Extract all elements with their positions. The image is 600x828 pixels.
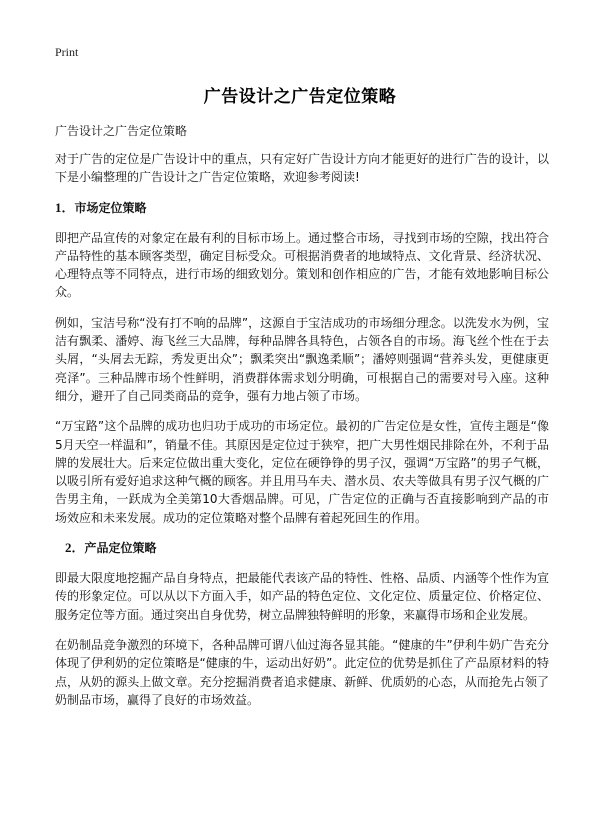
section-1-heading bbox=[55, 199, 549, 217]
section-2-paragraph: 即最大限度地挖掘产品自身特点，把最能代表该产品的特性、性格、品质、内涵等个性作为宣传的形象定位。可以从以下方面入手，如产品的特色定位、文化定位、质量定位、价格定位、服务定位等方面。通过突出自身优势，树立品牌独特鲜明的形象，来赢得市场和企业发展。 bbox=[55, 571, 549, 622]
section-1-number: 1． bbox=[55, 199, 75, 215]
section-2-paragraph: 在奶制品竞争激烈的环境下，各种品牌可谓八仙过海各显其能。“健康的牛”伊利牛奶广告充分体现了伊利奶的定位策略是“健康的牛，运动出好奶”。此定位的优势是抓住了产品原材料的特点，从奶的源头上做文章。充分挖掘消费者追求健康、新鲜、优质奶的心态，从而抢先占领了奶制品市场，赢得了良好的市场效益。 bbox=[55, 637, 549, 707]
section-1-paragraph: 例如，宝洁号称“没有打不响的品牌”，这源自于宝洁成功的市场细分理念。以洗发水为例，宝洁有飘柔、潘婷、海飞丝三大品牌，每种品牌各具特色，占领各自的市场。海飞丝个性在于去头屑，“头屑去无踪，秀发更出众”；飘柔突出“飘逸柔顺”；潘婷则强调“营养头发，更健康更亮泽”。三种品牌市场个性鲜明，消费群体需求划分明确，可根据自己的需要对号入座。这种细分，避开了自己同类商品的竞争，强有力地占领了市场。 bbox=[55, 315, 549, 403]
print-label: Print bbox=[55, 45, 79, 59]
article-body bbox=[55, 150, 549, 721]
intro-paragraph: 对于广告的定位是广告设计中的重点，只有定好广告设计方向才能更好的进行广告的设计，以下是小编整理的广告设计之广告定位策略，欢迎参考阅读! bbox=[55, 152, 549, 185]
page-title: 广告设计之广告定位策略 bbox=[203, 87, 397, 107]
section-1-paragraph: “万宝路”这个品牌的成功也归功于成功的市场定位。最初的广告定位是女性，宣传主题是“像5月天空一样温和”，销量不佳。其原因是定位过于狭窄，把广大男性烟民排除在外，不利于品牌的发展壮大。后来定位做出重大变化，定位在硬铮铮的男子汉，强调“万宝路”的男子气概，以吸引所有爱好追求这种气概的顾客。并且用马车夫、潜水员、农夫等做具有男子汉气概的广告男主角，一跃成为全美第10大香烟品牌。可见，广告定位的正确与否直接影响到产品的市场效应和未来发展。成功的定位策略对整个品牌有着起死回生的作用。 bbox=[55, 419, 549, 525]
section-2-number: 2． bbox=[65, 540, 85, 556]
section-1-title: 市场定位策略 bbox=[74, 200, 147, 215]
section-1-paragraph: 即把产品宣传的对象定在最有利的目标市场上。通过整合市场，寻找到市场的空隙，找出符合产品特性的基本顾客类型，确定目标受众。可根据消费者的地域特点、文化背景、经济状况、心理特点等不同特点，进行市场的细致划分。策划和创作相应的广告，才能有效地影响目标公众。 bbox=[55, 230, 549, 300]
subtitle: 广告设计之广告定位策略 bbox=[55, 124, 188, 138]
section-2-heading bbox=[55, 539, 549, 557]
section-2-title: 产品定位策略 bbox=[84, 541, 157, 556]
